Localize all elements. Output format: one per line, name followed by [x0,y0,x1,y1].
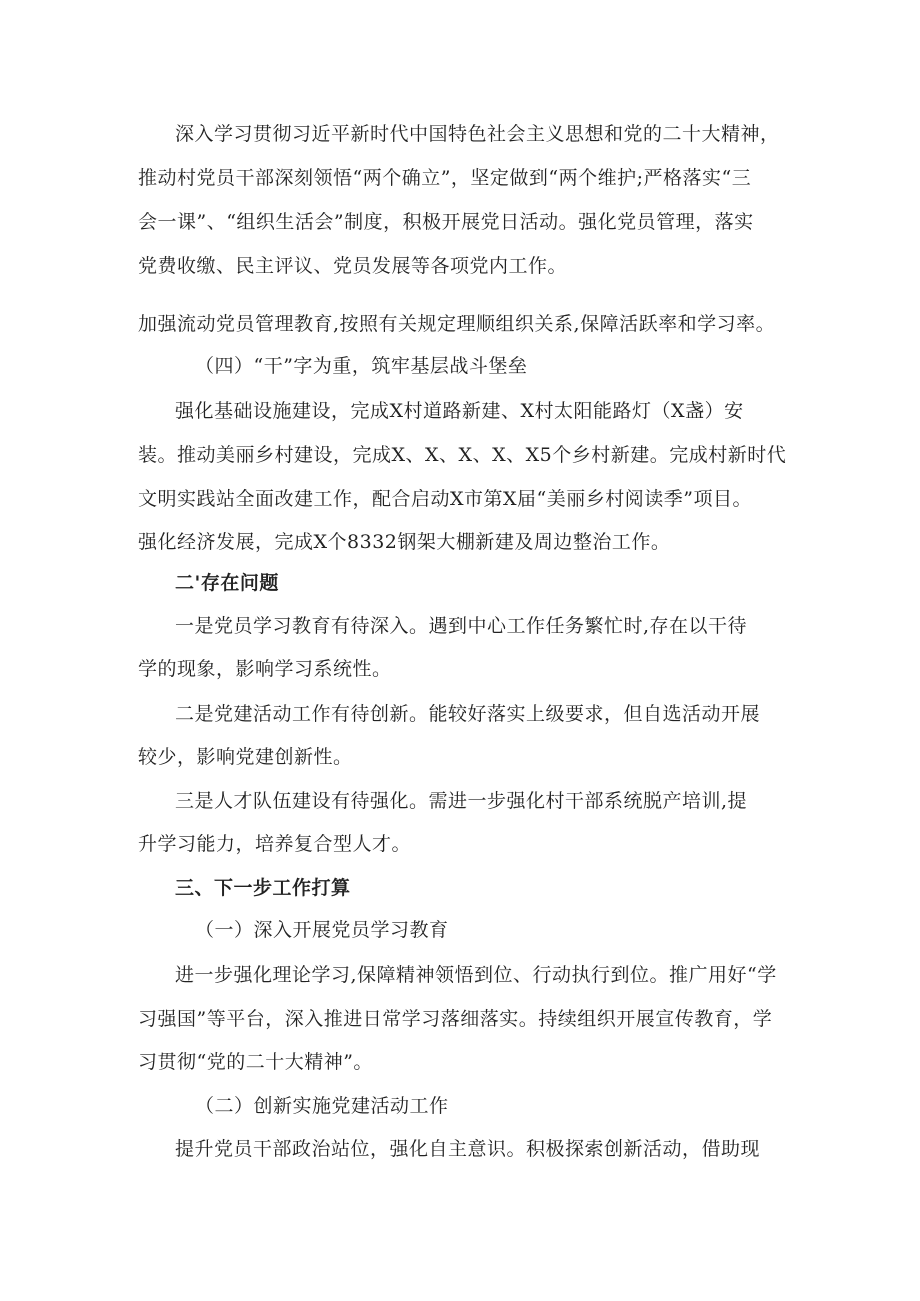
section-subheading: （一）深入开展党员学习教育 [195,919,449,941]
paragraph-line: 会一课”、“组织生活会”制度，积极开展党日活动。强化党员管理，落实 [138,211,754,233]
paragraph-line: 装。推动美丽乡村建设，完成X、X、X、X、X5个乡村新建。完成村新时代 [138,444,787,466]
paragraph-line: 强化经济发展，完成X个8332钢架大棚新建及周边整治工作。 [138,531,671,553]
section-heading: 三、下一步工作打算 [175,877,351,899]
paragraph-line: 加强流动党员管理教育,按照有关规定理顺组织关系,保障活跃率和学习率。 [138,313,776,335]
paragraph-line: 较少，影响党建创新性。 [138,746,353,768]
paragraph-line: 三是人才队伍建设有待强化。需进一步强化村干部系统脱产培训,提 [175,790,748,812]
section-subheading: （四）“干”字为重，筑牢基层战斗堡垒 [195,355,528,377]
paragraph-line: 强化基础设施建设，完成X村道路新建、X村太阳能路灯（X盏）安 [175,400,744,422]
section-heading: 二'存在问题 [175,572,279,594]
paragraph-line: 文明实践站全面改建工作，配合启动X市第X届“美丽乡村阅读季”项目。 [138,488,752,510]
paragraph-line: 学的现象，影响学习系统性。 [138,658,392,680]
paragraph-line: 党费收缴、民主评议、党员发展等各项党内工作。 [138,255,568,277]
paragraph-line: 习贯彻“党的二十大精神”。 [138,1051,373,1073]
paragraph-line: 推动村党员干部深刻领悟“两个确立”，坚定做到“两个维护;严格落实“三 [138,167,752,189]
paragraph-line: 一是党员学习教育有待深入。遇到中心工作任务繁忙时,存在以干待 [175,615,748,637]
paragraph-line: 二是党建活动工作有待创新。能较好落实上级要求，但自选活动开展 [175,703,761,725]
paragraph-line: 深入学习贯彻习近平新时代中国特色社会主义思想和党的二十大精神， [175,123,780,145]
paragraph-line: 进一步强化理论学习,保障精神领悟到位、行动执行到位。推广用好“学 [175,964,777,986]
section-subheading: （二）创新实施党建活动工作 [195,1095,449,1117]
paragraph-line: 升学习能力，培养复合型人才。 [138,833,412,855]
paragraph-line: 提升党员干部政治站位，强化自主意识。积极探索创新活动，借助现 [175,1138,761,1160]
paragraph-line: 习强国”等平台，深入推进日常学习落细落实。持续组织开展宣传教育，学 [138,1008,773,1030]
